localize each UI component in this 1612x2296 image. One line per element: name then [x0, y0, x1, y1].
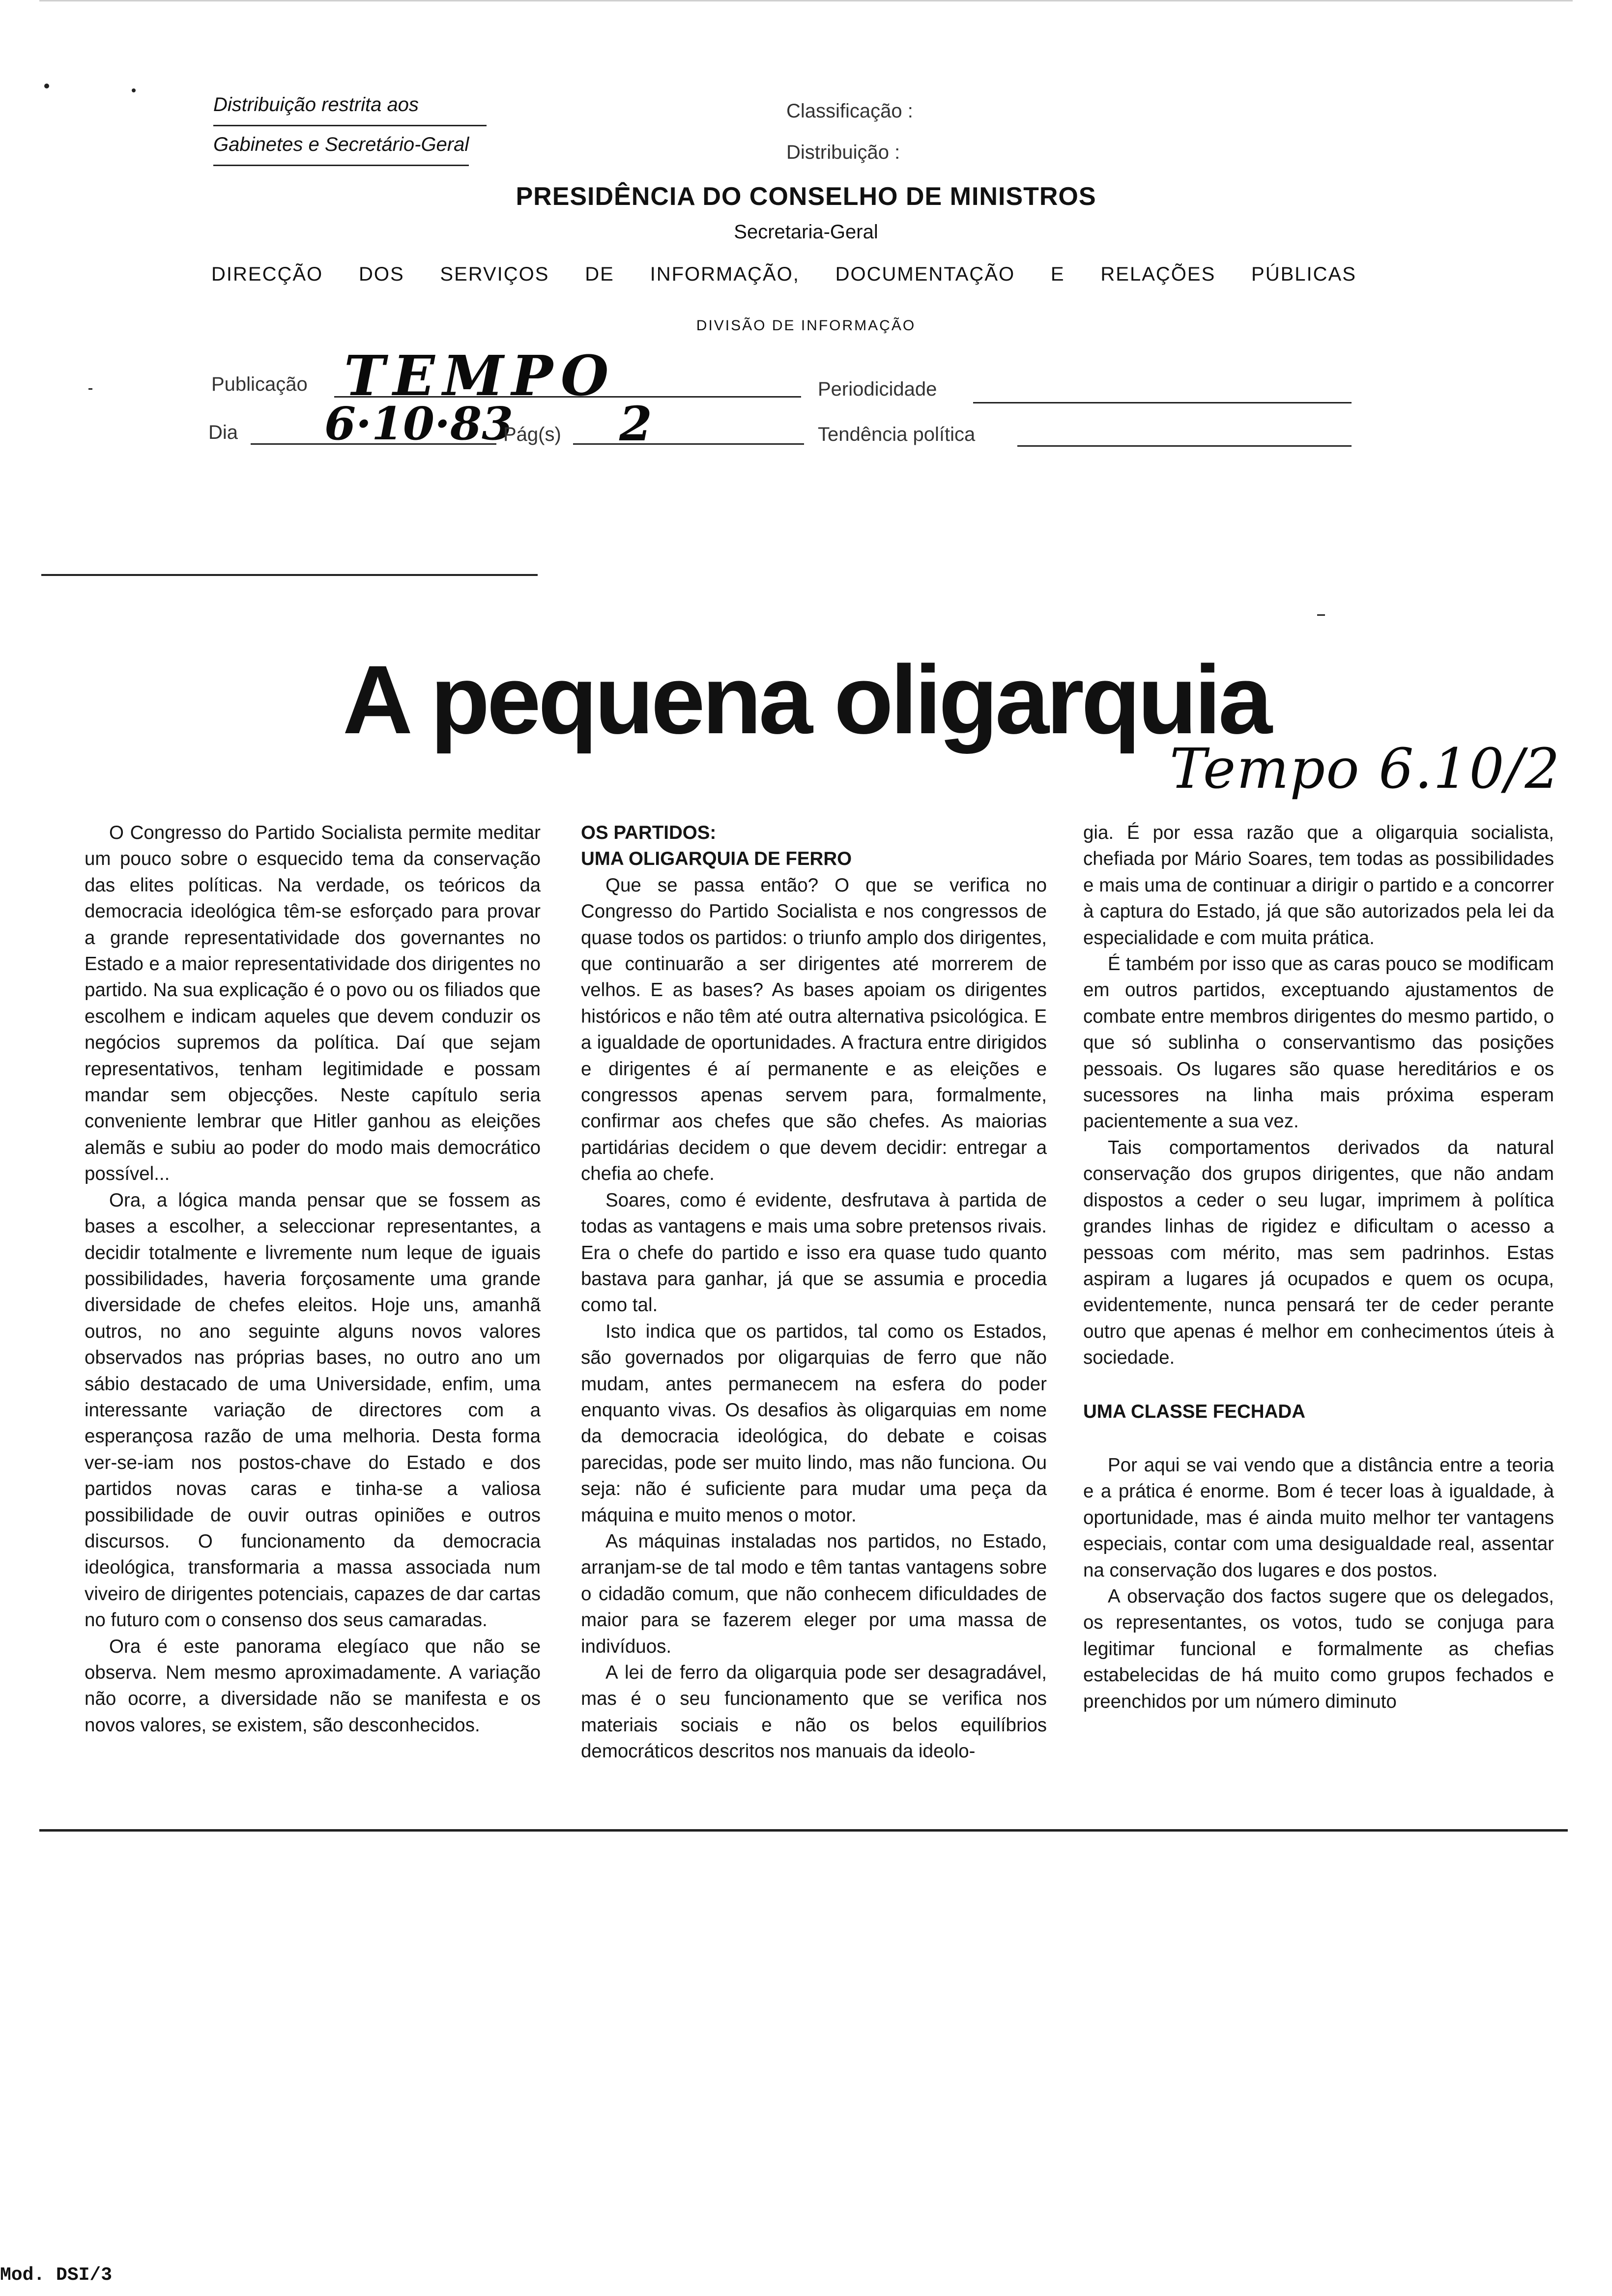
article-column-3: [1083, 820, 1554, 1715]
directorate-word: DIRECÇÃO: [211, 263, 323, 285]
paragraph: Ora, a lógica manda pensar que se fossem as bases a escolher, a seleccionar representantes, a decidir totalmente e livremente num leque de iguais possibilidades, haveria forçosamente uma grande diversidade de chefes eleitos. Hoje uns, amanhã outros, no ano seguinte alguns novos valores observados nas próprias bases, no outro ano um sábio destacado de uma Universidade, enfim, uma interessante variação de directores com a esperançosa razão de uma melhoria. Desta forma ver-se-iam nos postos-chave do Estado e dos partidos novas caras e tinha-se a valiosa possibilidade de ouvir outras opiniões e outros discursos. O funcionamento da democracia ideológica, transformaria a massa associada num viveiro de dirigentes potenciais, capazes de dar cartas no futuro com o consenso dos seus camaradas.: [85, 1189, 541, 1631]
paragraph: É também por isso que as caras pouco se modificam em outros partidos, exceptuando ajustamentos de combate entre membros dirigentes do mesmo partido, o que só sublinha o conservantismo das posições pessoais. Os lugares são quase hereditários e os sucessores na linha mais próxima esperam pacientemente a sua vez.: [1083, 953, 1554, 1132]
publicacao-label: Publicação: [211, 373, 308, 395]
directorate-word: E: [1050, 263, 1065, 285]
distribution-line-1: Distribuição restrita aos: [213, 86, 487, 126]
distribuicao-label: Distribuição :: [786, 142, 900, 163]
directorate-word: DE: [585, 263, 614, 285]
section-heading: OS PARTIDOS:: [581, 822, 717, 843]
paragraph: gia. É por essa razão que a oligarquia socialista, chefiada por Mário Soares, tem todas as possibilidades e mais uma de continuar a dirigir o partido e a concorrer à captura do Estado, já que são autorizados pela lei da especialidade e com muita prática.: [1083, 822, 1554, 948]
paragraph: Isto indica que os partidos, tal como os Estados, são governados por oligarquias de ferro que não mudam, antes permanecem na esfera do poder enquanto vivas. Os desafios às oligarquias em nome da democracia ideológica, do debate e coisas parecidas, pode ser muito lindo, mas não funciona. Ou seja: não é suficiente para mudar uma peça da máquina e muito menos o motor.: [581, 1320, 1047, 1526]
division-title: DIVISÃO DE INFORMAÇÃO: [696, 317, 916, 334]
distribution-line-2: Gabinetes e Secretário-Geral: [213, 126, 469, 166]
article-column-2: [581, 820, 1047, 1765]
article-headline: A pequena oligarquia: [343, 645, 1269, 754]
pags-label: Pág(s): [503, 424, 561, 445]
directorate-word: INFORMAÇÃO,: [650, 263, 800, 285]
section-heading: UMA CLASSE FECHADA: [1083, 1401, 1306, 1422]
handwritten-note: Tempo 6.10/2: [1170, 737, 1561, 801]
directorate-word: SERVIÇOS: [440, 263, 549, 285]
directorate-word: RELAÇÕES: [1100, 263, 1216, 285]
paragraph: A observação dos factos sugere que os delegados, os representantes, os votos, tudo se conjuga para legitimar funcional e formalmente as chefias estabelecidas de há muito como grupos fechados e preenchidos por um número diminuto: [1083, 1585, 1554, 1712]
tick-mark: [1317, 614, 1325, 616]
periodicidade-line: [973, 402, 1352, 403]
ministry-title: PRESIDÊNCIA DO CONSELHO DE MINISTROS: [516, 182, 1096, 211]
publicacao-value: TEMPO: [344, 344, 617, 408]
paragraph: Tais comportamentos derivados da natural conservação dos grupos dirigentes, que não andam dispostos a ceder o seu lugar, imprimem à política grandes linhas de rigidez e dificultam o acesso a pessoas com mérito, mas sem padrinhos. Estas aspiram a lugares já ocupados e quem os ocupa, evidentemente, nunca pensará ter de ceder perante outro que apenas é melhor em conhecimentos úteis à sociedade.: [1083, 1137, 1554, 1369]
article-bottom-rule: [39, 1829, 1568, 1832]
classification-block: [786, 90, 913, 173]
form-code: Mod. DSI/3: [0, 2265, 113, 2286]
scan-mark: [88, 388, 92, 390]
section-heading: UMA OLIGARQUIA DE FERRO: [581, 848, 852, 870]
directorate-word: DOS: [358, 263, 404, 285]
distribution-note: [213, 86, 487, 166]
directorate-word: PÚBLICAS: [1251, 263, 1356, 285]
scan-mark: [44, 84, 49, 88]
article-column-1: [85, 820, 541, 1738]
tendencia-label: Tendência política: [818, 424, 976, 445]
classificacao-label: Classificação :: [786, 100, 913, 122]
tendencia-line: [1017, 445, 1352, 447]
section-divider: [41, 574, 538, 576]
scan-mark: [132, 88, 136, 92]
directorate-word: DOCUMENTAÇÃO: [835, 263, 1015, 285]
paragraph: A lei de ferro da oligarquia pode ser desagradável, mas é o seu funcionamento que se verifica nos materiais sociais e não os belos equilíbrios democráticos descritos nos manuais da ideolo-: [581, 1662, 1047, 1762]
pags-value: 2: [619, 396, 652, 452]
dia-label: Dia: [208, 422, 238, 443]
paragraph: Que se passa então? O que se verifica no Congresso do Partido Socialista e nos congressos de quase todos os partidos: o triunfo amplo dos dirigentes, que continuarão a ser dirigentes até morrerem de velhos. E as bases? As bases apoiam os dirigentes históricos e não têm até outra alternativa psicológica. E a igualdade de oportunidades. A fractura entre dirigidos e dirigentes é aí permanente e as eleições e congressos apenas servem para, formalmente, confirmar aos chefes que são chefes. As maiorias partidárias decidem o que devem decidir: entregar a chefia ao chefe.: [581, 874, 1047, 1185]
paragraph: Ora é este panorama elegíaco que não se observa. Nem mesmo aproximadamente. A variação não ocorre, a diversidade não se manifesta e os novos valores, se existem, são desconhecidos.: [85, 1636, 541, 1736]
periodicidade-label: Periodicidade: [818, 378, 937, 400]
pags-line: [573, 443, 804, 445]
paragraph: Por aqui se vai vendo que a distância entre a teoria e a prática é enorme. Bom é tecer loas à igualdade, à oportunidade, mas é ainda muito melhor ter vantagens especiais, contar com uma desigualdade real, assentar na conservação dos lugares e dos postos.: [1083, 1454, 1554, 1581]
directorate-title: [211, 263, 1356, 286]
paragraph: As máquinas instaladas nos partidos, no Estado, arranjam-se de tal modo e têm tantas vantagens sobre o cidadão comum, que não conhecem dificuldades de maior para se fazerem eleger por uma massa de indivíduos.: [581, 1530, 1047, 1657]
paragraph: O Congresso do Partido Socialista permite meditar um pouco sobre o esquecido tema da conservação das elites políticas. Na verdade, os teóricos da democracia ideológica têm-se esforçado para provar a grande representatividade dos governantes no Estado e a maior representatividade dos dirigentes no partido. Na sua explicação é o povo ou os filiados que escolhem e indicam aqueles que devem conduzir os negócios supremos da política. Daí que sejam representativos, tenham legitimidade e possam mandar sem objecções. Neste capítulo seria conveniente lembrar que Hitler ganhou as eleições alemãs e subiu ao poder do modo mais democrático possível...: [85, 822, 541, 1185]
paragraph: Soares, como é evidente, desfrutava à partida de todas as vantagens e mais uma sobre pretensos rivais. Era o chefe do partido e isso era quase tudo quanto bastava para ganhar, já que se assumia e procedia como tal.: [581, 1189, 1047, 1316]
dia-value: 6·10·83: [324, 397, 514, 450]
top-edge-rule: [39, 0, 1573, 1]
secretariat-title: Secretaria-Geral: [734, 221, 878, 243]
